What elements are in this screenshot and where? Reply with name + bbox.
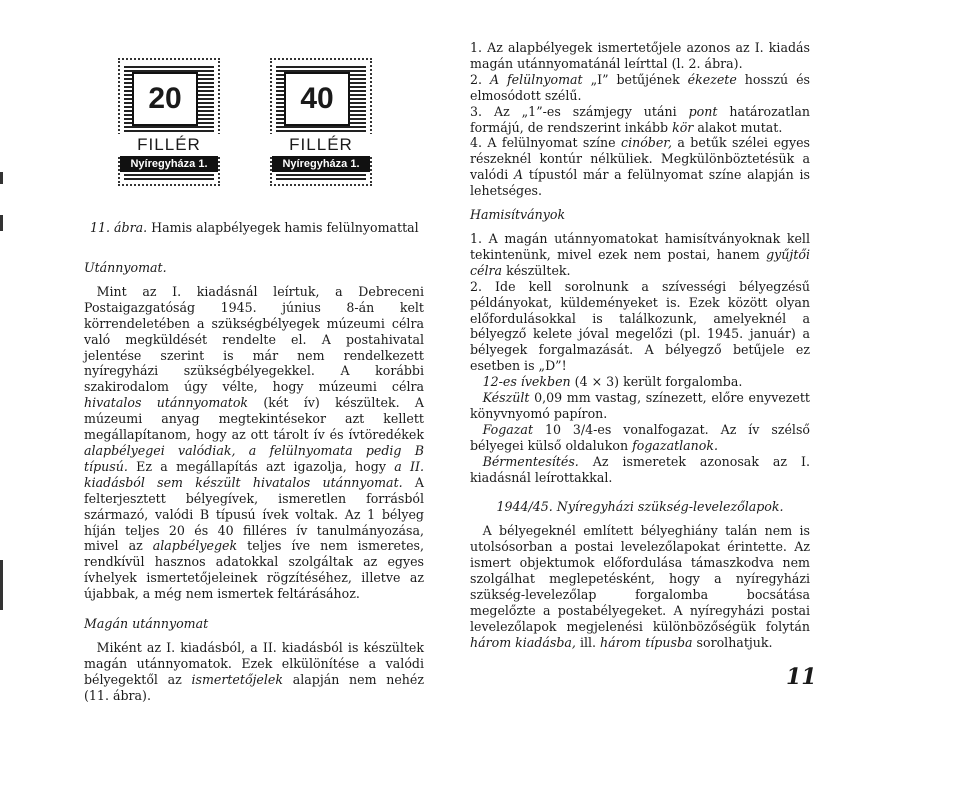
section-title: 1944/45. Nyíregyházi szükség-levelezőlapok. [496, 499, 784, 515]
margin-mark [0, 172, 3, 184]
section-heading: Utánnyomat. [84, 260, 167, 275]
paragraph: Mint az I. kiadásnál leírtuk, a Debreceni Postaigazgatóság 1945. június 8-án kelt körrendeletében a szükségbélyegek múzeumi célra való megküldését rendelte el. A postahivatal jelentése szerint is már nem rendelkezett nyíregyházi szükségbélyegekkel. A korábbi szakirodalom úgy vélte, hogy múzeumi célra hivatalos utánnyomatok (két ív) készültek. A múzeumi anyag megtekintésekor azt kellett megállapítanom, hogy az ott tárolt ív és ívtöredékek alapbélyegei valódiak, a felülnyomata pedig B típusú. Ez a megállapítás azt igazolja, hogy a II. kiadásból sem készült hivatalos utánnyomat. A felterjesztett bélyegívek, ismeretlen forrásból származó, valódi B típusú ívek voltak. Az 1 bélyeg híján teljes 20 és 40 filléres ív tanulmányozása, mivel az alapbélyegek teljes íve nem ismeretes, rendkívül hasznos adatokkal szolgáltak az egyes ívhelyek ismertetőjeleinek rögzítéséhez, illetve az újabbak, a még nem ismertek feltárásához. [84, 283, 425, 602]
section-heading: Hamisítványok [470, 207, 566, 223]
stamp-40-filler [270, 58, 372, 186]
margin-mark [0, 215, 3, 231]
left-column [84, 260, 424, 704]
list-item: 4. A felülnyomat színe cinóber, a betűk szélei egyes részeknél kontúr nélküliek. Megkülönböztetésük a valódi A típustól már a felülnyomat színe alapján is lehetséges. [470, 135, 810, 199]
stamp-value: 20 [132, 72, 198, 126]
paragraph: Bérmentesítés. Az ismeretek azonosak az I. kiadásnál leírottakkal. [470, 453, 810, 485]
figure-number: 11. ábra. [90, 220, 148, 235]
paragraph: Miként az I. kiadásból, a II. kiadásból is készültek magán utánnyomatok. Ezek elkülönítése a valódi bélyegektől az ismertetőjelek alapján nem nehéz (11. ábra). [84, 639, 424, 703]
stamp-overprint: Nyíregyháza 1. [120, 156, 218, 172]
paragraph: A bélyegeknél említett bélyeghiány talán nem is utolsósorban a postai levelezőlapokat érintette. Az ismert objektumok előfordulása támaszkodva nem szolgálhat meglepetésként, hogy a nyíregyházi szükség-levelezőlap forgalomba bocsátása megelőzte a postabélyegeket. A nyíregyházi postai levelezőlapok megjelenési különbözőségük folytán három kiadásba, ill. három típusba sorolhatjuk. [470, 523, 810, 650]
page-number: 11 [786, 664, 817, 690]
list-item: 2. Ide kell sorolnunk a szívességi bélyegzésű példányokat, küldeményeket is. Ezek között olyan előfordulásokkal is találkozunk, amelyeknél a bélyegző kelete jóval megelőzi (pl. 1945. január) a bélyegek forgalmazását. A bélyegző betűjele ez esetben is „D”! [470, 278, 810, 374]
right-column [470, 40, 810, 651]
margin-mark [0, 560, 3, 610]
stamp-value: 40 [284, 72, 350, 126]
stamp-overprint: Nyíregyháza 1. [272, 156, 370, 172]
paragraph: Fogazat 10 3/4-es vonalfogazat. Az ív szélső bélyegei külső oldalukon fogazatlanok. [470, 421, 810, 453]
section-heading: Magán utánnyomat [84, 616, 209, 632]
list-item: 1. Az alapbélyegek ismertetőjele azonos az I. kiadás magán utánnyomatánál leírttal (l. 2. ábra). [470, 40, 810, 71]
paragraph: Készült 0,09 mm vastag, színezett, előre enyvezett könyvnyomó papíron. [470, 390, 810, 421]
list-item: 1. A magán utánnyomatokat hamisítványoknak kell tekintenünk, mivel ezek nem postai, hanem gyűjtői célra készültek. [470, 230, 810, 278]
stamp-20-filler [118, 58, 220, 186]
figure-caption [90, 220, 419, 235]
stamp-label: FILLÉR [270, 134, 372, 156]
paragraph: 12-es ívekben (4 × 3) került forgalomba. [482, 374, 743, 390]
stamp-label: FILLÉR [118, 134, 220, 156]
figure-caption-text: Hamis alapbélyegek hamis felülnyomattal [147, 220, 419, 235]
list-item: 3. Az „1”-es számjegy utáni pont határozatlan formájú, de rendszerint inkább kör alakot mutat. [470, 103, 810, 135]
list-item: 2. A felülnyomat „I” betűjének ékezete hosszú és elmosódott szélű. [470, 71, 810, 103]
